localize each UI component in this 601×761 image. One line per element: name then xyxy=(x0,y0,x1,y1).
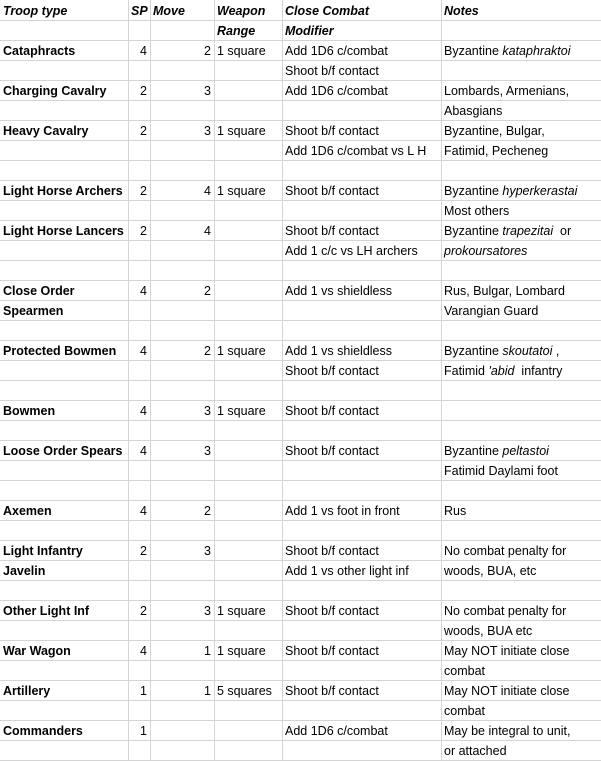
move-value: 4 xyxy=(204,184,211,198)
troop-name: Loose Order Spears xyxy=(3,444,123,458)
troop-name: Bowmen xyxy=(3,404,56,418)
notes-plain: infantry xyxy=(514,364,563,378)
notes-text: Lombards, Armenians, xyxy=(444,84,570,98)
move-value: 2 xyxy=(204,344,211,358)
move-value: 4 xyxy=(204,224,211,238)
sp-value: 4 xyxy=(140,284,147,298)
move-value: 1 xyxy=(204,684,211,698)
notes-text: Byzantine, Bulgar, xyxy=(444,124,545,138)
notes-text: Varangian Guard xyxy=(444,304,539,318)
notes-plain: or xyxy=(553,224,572,238)
weapon-range-value: 1 square xyxy=(217,404,266,418)
troop-name: Light Infantry xyxy=(3,544,83,558)
troop-name: Charging Cavalry xyxy=(3,84,107,98)
weapon-range-value: 1 square xyxy=(217,344,266,358)
troop-name: Cataphracts xyxy=(3,44,76,58)
sp-value: 1 xyxy=(140,724,147,738)
sp-value: 1 xyxy=(140,684,147,698)
modifier-text: Add 1D6 c/combat xyxy=(285,84,388,98)
move-value: 2 xyxy=(204,44,211,58)
notes-text xyxy=(441,441,601,461)
notes-text: Rus, Bulgar, Lombard xyxy=(444,284,565,298)
notes-italic-term: hyperkerastai xyxy=(502,184,578,198)
notes-text: combat xyxy=(444,664,485,678)
notes-italic-term: kataphraktoi xyxy=(502,44,571,58)
notes-italic-term: 'abid xyxy=(488,364,515,378)
notes-text: Most others xyxy=(444,204,510,218)
weapon-range-value: 1 square xyxy=(217,44,266,58)
notes-text: combat xyxy=(444,704,485,718)
header-close-combat: Close Combat xyxy=(285,4,370,18)
sp-value: 4 xyxy=(140,404,147,418)
move-value: 3 xyxy=(204,84,211,98)
troop-name: Commanders xyxy=(3,724,83,738)
notes-text: May be integral to unit, xyxy=(444,724,571,738)
notes-plain: , xyxy=(552,344,560,358)
sp-value: 4 xyxy=(140,444,147,458)
notes-text: prokoursatores xyxy=(444,244,528,258)
sp-value: 4 xyxy=(140,504,147,518)
modifier-text: Shoot b/f contact xyxy=(285,364,379,378)
notes-text xyxy=(441,341,601,361)
weapon-range-value: 5 squares xyxy=(217,684,272,698)
sp-value: 4 xyxy=(140,344,147,358)
notes-text: Fatimid, Pecheneg xyxy=(444,144,549,158)
header-weapon-range: Range xyxy=(217,24,256,38)
modifier-text: Shoot b/f contact xyxy=(285,124,379,138)
modifier-text: Add 1D6 c/combat xyxy=(285,44,388,58)
notes-text: woods, BUA etc xyxy=(444,624,533,638)
weapon-range-value: 1 square xyxy=(217,644,266,658)
modifier-text: Shoot b/f contact xyxy=(285,404,379,418)
modifier-text: Shoot b/f contact xyxy=(285,224,379,238)
modifier-text: Shoot b/f contact xyxy=(285,604,379,618)
modifier-text: Shoot b/f contact xyxy=(285,544,379,558)
modifier-text: Shoot b/f contact xyxy=(285,444,379,458)
header-modifier: Modifier xyxy=(285,24,334,38)
weapon-range-value: 1 square xyxy=(217,184,266,198)
notes-plain: Byzantine xyxy=(444,224,503,238)
notes-plain: Byzantine xyxy=(444,344,503,358)
notes-text xyxy=(441,181,601,201)
move-value: 2 xyxy=(204,504,211,518)
notes-plain: Byzantine xyxy=(444,444,503,458)
troop-name: Protected Bowmen xyxy=(3,344,117,358)
move-value: 1 xyxy=(204,644,211,658)
troop-name: Javelin xyxy=(3,564,46,578)
troop-name: Axemen xyxy=(3,504,52,518)
header-move: Move xyxy=(153,4,185,18)
header-troop-type: Troop type xyxy=(3,4,68,18)
troop-name: Artillery xyxy=(3,684,51,698)
modifier-text: Shoot b/f contact xyxy=(285,684,379,698)
troop-name: Light Horse Archers xyxy=(3,184,123,198)
weapon-range-value: 1 square xyxy=(217,604,266,618)
move-value: 3 xyxy=(204,404,211,418)
sp-value: 4 xyxy=(140,644,147,658)
sp-value: 2 xyxy=(140,84,147,98)
modifier-text: Add 1D6 c/combat xyxy=(285,724,388,738)
notes-text: No combat penalty for xyxy=(444,604,567,618)
sp-value: 2 xyxy=(140,604,147,618)
troop-name: Other Light Inf xyxy=(3,604,90,618)
notes-text: May NOT initiate close xyxy=(444,644,570,658)
notes-italic-term: skoutatoi xyxy=(502,344,553,358)
notes-text: Rus xyxy=(444,504,467,518)
troop-name: Close Order xyxy=(3,284,75,298)
modifier-text: Add 1 vs foot in front xyxy=(285,504,400,518)
modifier-text: Add 1D6 c/combat vs L H xyxy=(285,144,427,158)
notes-text xyxy=(441,361,601,381)
notes-text: May NOT initiate close xyxy=(444,684,570,698)
notes-text: woods, BUA, etc xyxy=(444,564,537,578)
sp-value: 2 xyxy=(140,184,147,198)
notes-italic-term: trapezitai xyxy=(502,224,554,238)
sp-value: 2 xyxy=(140,224,147,238)
modifier-text: Shoot b/f contact xyxy=(285,64,379,78)
sp-value: 2 xyxy=(140,544,147,558)
weapon-range-value: 1 square xyxy=(217,124,266,138)
move-value: 3 xyxy=(204,444,211,458)
notes-plain: Byzantine xyxy=(444,44,503,58)
notes-plain: Fatimid xyxy=(444,364,489,378)
troop-name: Light Horse Lancers xyxy=(3,224,124,238)
notes-italic-term: peltastoi xyxy=(502,444,549,458)
modifier-text: Add 1 c/c vs LH archers xyxy=(285,244,418,258)
modifier-text: Add 1 vs other light inf xyxy=(285,564,409,578)
header-weapon: Weapon xyxy=(217,4,266,18)
move-value: 3 xyxy=(204,124,211,138)
troop-name: Heavy Cavalry xyxy=(3,124,89,138)
notes-text: Abasgians xyxy=(444,104,503,118)
notes-text: or attached xyxy=(444,744,507,758)
troop-name: Spearmen xyxy=(3,304,64,318)
header-sp: SP xyxy=(131,4,148,18)
header-notes: Notes xyxy=(444,4,479,18)
modifier-text: Shoot b/f contact xyxy=(285,184,379,198)
notes-text: Fatimid Daylami foot xyxy=(444,464,558,478)
notes-plain: Byzantine xyxy=(444,184,503,198)
sp-value: 2 xyxy=(140,124,147,138)
notes-text: No combat penalty for xyxy=(444,544,567,558)
sp-value: 4 xyxy=(140,44,147,58)
troop-name: War Wagon xyxy=(3,644,71,658)
modifier-text: Shoot b/f contact xyxy=(285,644,379,658)
modifier-text: Add 1 vs shieldless xyxy=(285,284,393,298)
move-value: 3 xyxy=(204,544,211,558)
notes-text xyxy=(441,41,601,61)
move-value: 3 xyxy=(204,604,211,618)
modifier-text: Add 1 vs shieldless xyxy=(285,344,393,358)
notes-text xyxy=(441,221,601,241)
move-value: 2 xyxy=(204,284,211,298)
